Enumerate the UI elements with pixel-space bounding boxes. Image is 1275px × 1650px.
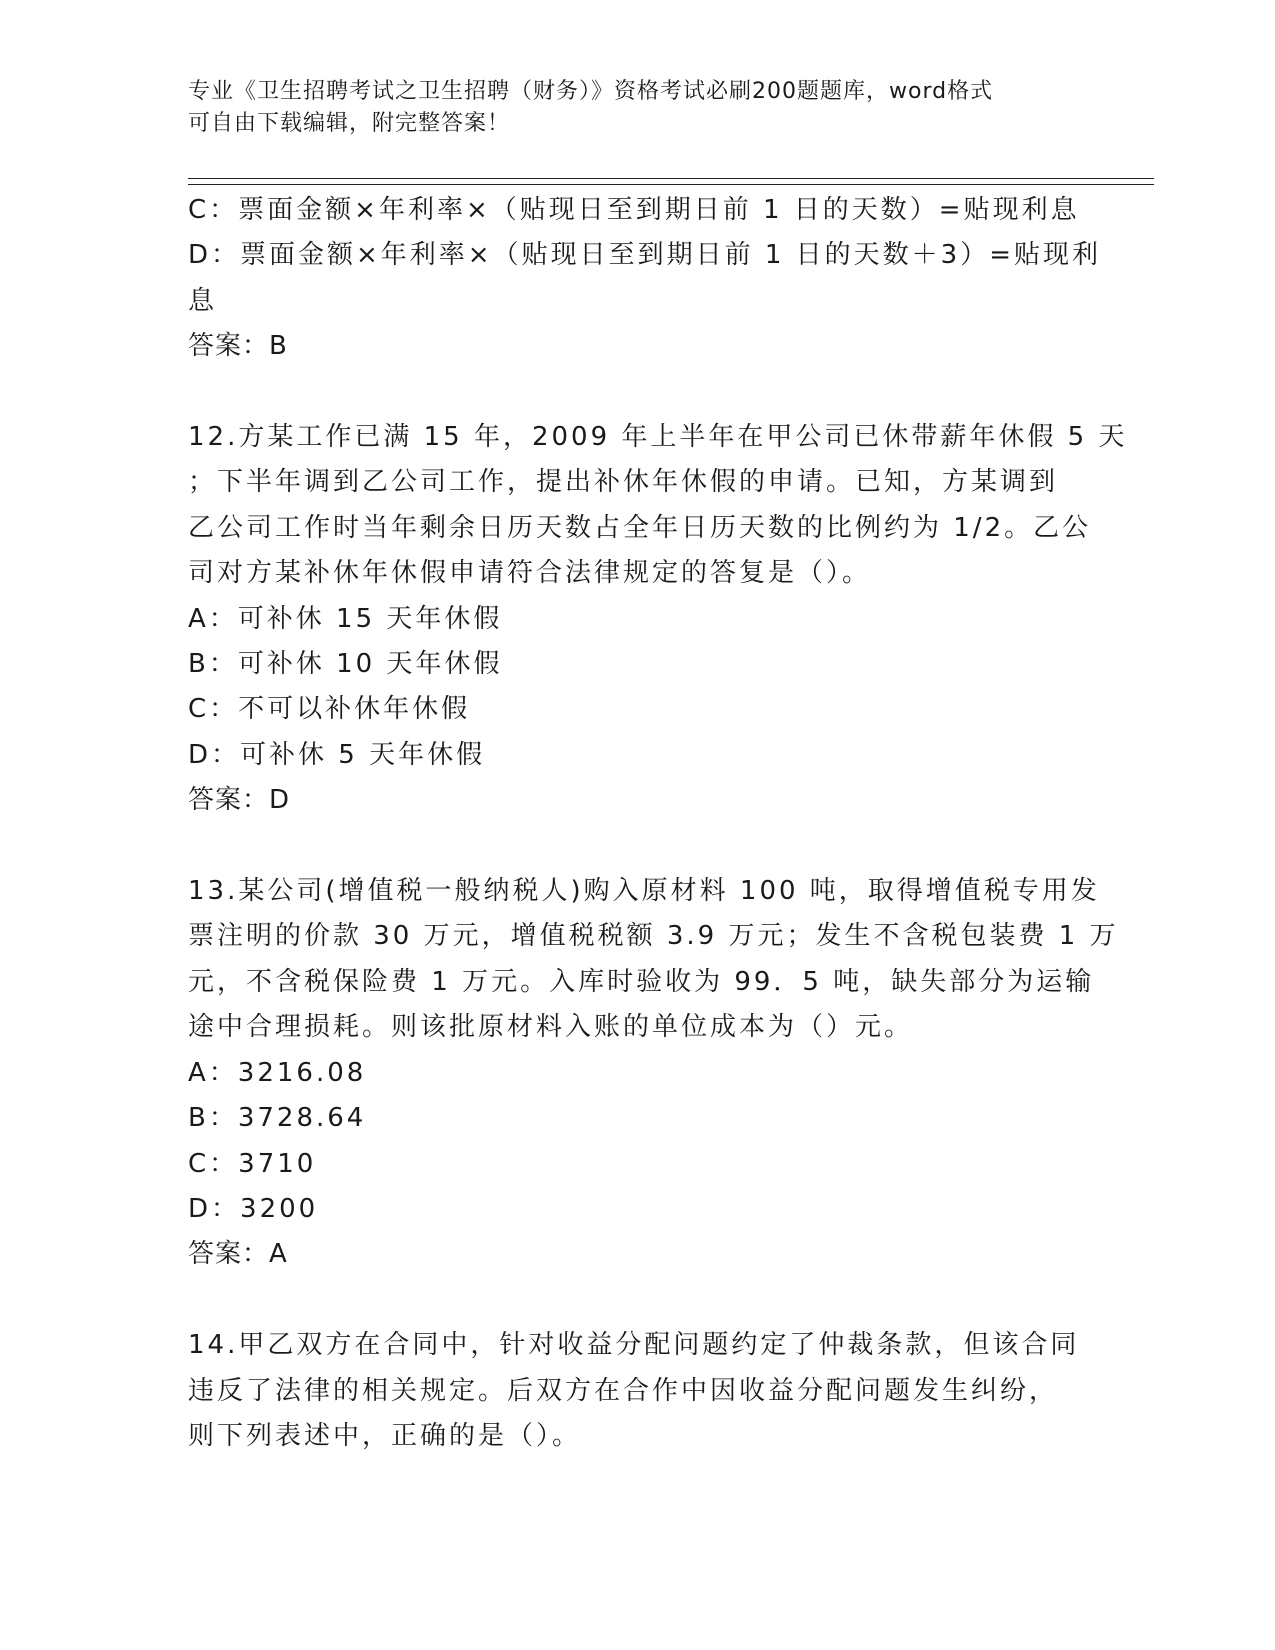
answer: 答案：D xyxy=(188,785,291,816)
question-stem-line: 违反了法律的相关规定。后双方在合作中因收益分配问题发生纠纷， xyxy=(188,1375,1059,1406)
question-11-tail xyxy=(188,188,1101,370)
option-a: A：3216.08 xyxy=(188,1057,367,1088)
option-c: C：票面金额×年利率×（贴现日至到期日前 1 日的天数）=贴现利息 xyxy=(188,195,1080,225)
question-stem-line: 票注明的价款 30 万元，增值税税额 3.9 万元；发生不含税包装费 1 万 xyxy=(188,921,1119,952)
option-d-continued: 息 xyxy=(188,285,218,316)
option-c: C：3710 xyxy=(188,1148,317,1179)
option-c: C：不可以补休年休假 xyxy=(188,694,471,725)
question-stem-line: 元，不含税保险费 1 万元。入库时验收为 99．5 吨，缺失部分为运输 xyxy=(188,966,1095,997)
question-13 xyxy=(188,869,1119,1278)
option-b: B：3728.64 xyxy=(188,1103,367,1134)
question-stem-line: 途中合理损耗。则该批原材料入账的单位成本为（）元。 xyxy=(188,1012,914,1043)
option-a: A：可补休 15 天年休假 xyxy=(188,603,503,634)
option-d: D：票面金额×年利率×（贴现日至到期日前 1 日的天数＋3）=贴现利 xyxy=(188,240,1101,271)
question-stem-line: ；下半年调到乙公司工作，提出补休年休假的申请。已知，方某调到 xyxy=(188,467,1059,498)
header-divider-top xyxy=(188,178,1154,179)
question-stem-line: 14.甲乙双方在合同中，针对收益分配问题约定了仲裁条款，但该合同 xyxy=(188,1330,1080,1361)
question-content xyxy=(188,188,1128,1459)
answer: 答案：A xyxy=(188,1239,288,1270)
question-14 xyxy=(188,1323,1088,1459)
header-title-line2: 可自由下载编辑，附完整答案！ xyxy=(188,111,511,136)
option-d: D：3200 xyxy=(188,1193,319,1224)
spacer xyxy=(188,1278,1088,1323)
spacer xyxy=(188,824,1088,869)
header-divider-bottom xyxy=(188,184,1154,185)
question-stem-line: 12.方某工作已满 15 年，2009 年上半年在甲公司已休带薪年休假 5 天 xyxy=(188,422,1128,453)
page-header xyxy=(188,76,1068,140)
answer: 答案：B xyxy=(188,331,288,362)
question-stem-line: 则下列表述中，正确的是（）。 xyxy=(188,1420,582,1451)
question-12 xyxy=(188,415,1128,824)
option-b: B：可补休 10 天年休假 xyxy=(188,649,503,680)
header-title-line1: 专业《卫生招聘考试之卫生招聘（财务）》资格考试必刷200题题库，word格式 xyxy=(188,79,994,104)
option-d: D：可补休 5 天年休假 xyxy=(188,739,486,770)
question-stem-line: 乙公司工作时当年剩余日历天数占全年日历天数的比例约为 1/2。乙公 xyxy=(188,512,1092,543)
question-stem-line: 13.某公司(增值税一般纳税人)购入原材料 100 吨，取得增值税专用发 xyxy=(188,876,1100,907)
question-stem-line: 司对方某补休年休假申请符合法律规定的答复是（）。 xyxy=(188,558,872,589)
spacer xyxy=(188,370,1088,415)
